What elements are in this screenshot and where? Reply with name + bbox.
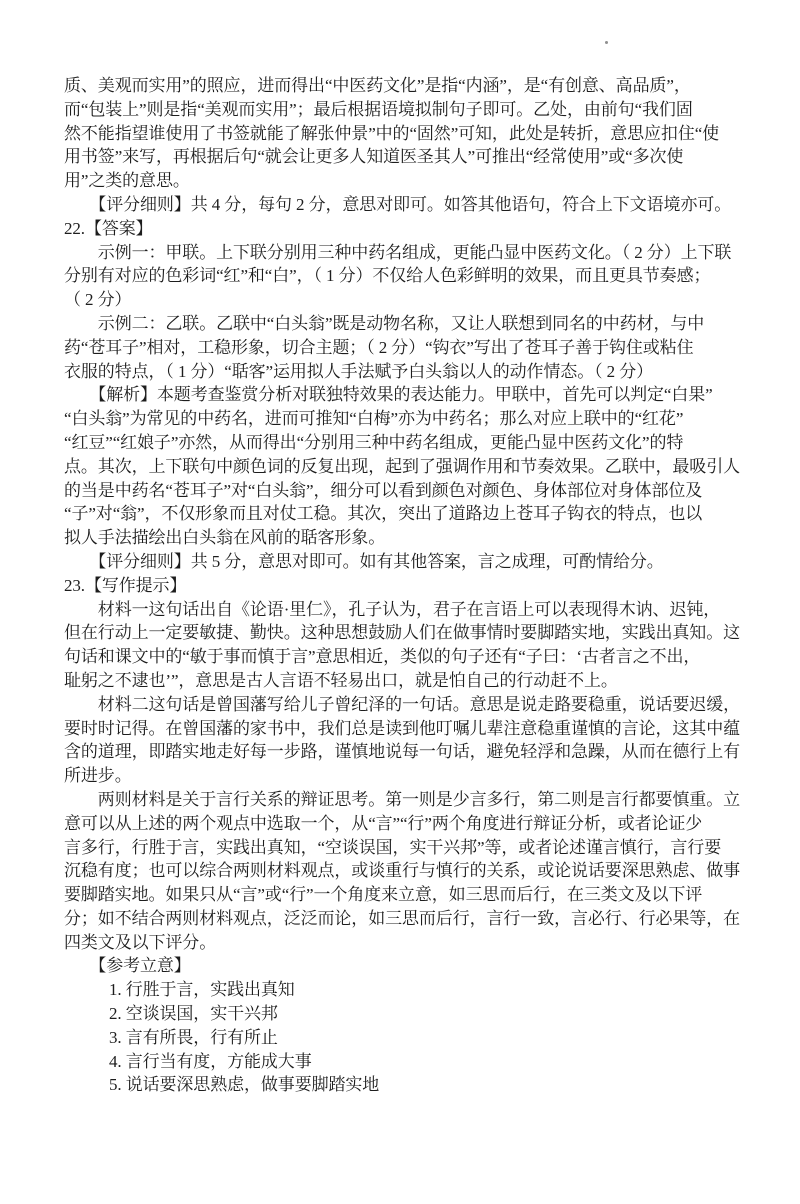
- question-22-explanation: 点。其次，上下联句中颜色词的反复出现，起到了强调作用和节奏效果。乙联中，最吸引人: [64, 456, 740, 476]
- question-21-analysis-continued: 质、美观而实用”的照应，进而得出“中医药文化”是指“内涵”，是“有创意、高品质”，: [64, 76, 691, 95]
- scan-speck-artifact: [605, 41, 608, 44]
- question-23-material-2: 含的道理，即踏实地走好每一步路，谨慎地说每一句话，避免轻浮和急躁，从而在德行上有: [64, 742, 740, 762]
- question-23-material-1: 句话和课文中的“敏于事而慎于言”意思相近，类似的句子还有“子曰：‘古者言之不出，: [64, 647, 701, 667]
- question-23-materials-synthesis: 四类文及以下评分。: [64, 932, 217, 952]
- document-text-body: [64, 74, 754, 1097]
- question-22-example-2: 药“苍耳子”相对，工稳形象，切合主题；（ 2 分）“钩衣”写出了苍耳子善于钩住或粘住: [64, 337, 694, 357]
- reference-theme-5: 5. 说话要深思熟虑，做事要脚踏实地: [109, 1075, 380, 1095]
- question-23-material-1: 材料一这句话出自《论语·里仁》，孔子认为，君子在言语上可以表现得木讷、迟钝，: [64, 599, 721, 619]
- question-22-explanation: “红豆”“红娘子”亦然，从而得出“分别用三种中药名组成，更能凸显中医药文化”的特: [64, 432, 684, 452]
- question-23-material-1: 耻躬之不逮也’”，意思是古人言语不轻易出口，就是怕自己的行动赶不上。: [64, 670, 618, 690]
- reference-theme-2: 2. 空谈误国，实干兴邦: [109, 1004, 278, 1024]
- question-23-materials-synthesis: 要脚踏实地。如果只从“言”或“行”一个角度来立意，如三思而后行，在三类文及以下评: [64, 885, 703, 905]
- question-23-materials-synthesis: 意可以从上述的两个观点中选取一个，从“言”“行”两个角度进行辩证分析，或者论证少: [64, 813, 703, 833]
- question-23-materials-synthesis: 分；如不结合两则材料观点，泛泛而论，如三思而后行，言行一致，言必行、行必果等，在: [64, 908, 740, 928]
- question-22-example-2: 示例二：乙联。乙联中“白头翁”既是动物名称，又让人联想到同名的中药材，与中: [64, 313, 705, 333]
- question-21-analysis-continued: 用书签”来写，再根据后句“就会让更多人知道医圣其人”可推出“经常使用”或“多次使: [64, 147, 684, 167]
- question-23-material-2: 要时时记得。在曾国藩的家书中，我们总是读到他叮嘱儿辈注意稳重谨慎的言论，这其中蕴: [64, 718, 740, 738]
- question-22-scoring-rule: 【评分细则】共 5 分，意思对即可。如有其他答案，言之成理，可酌情给分。: [64, 551, 664, 571]
- question-23-material-2: 材料二这句话是曾国藩写给儿子曾纪泽的一句话。意思是说走路要稳重，说话要迟缓，: [64, 694, 740, 714]
- reference-theme-1: 1. 行胜于言，实践出真知: [109, 980, 295, 1000]
- question-21-analysis-continued: 用”之类的意思。: [64, 171, 190, 191]
- question-22-example-1: （ 2 分）: [64, 290, 132, 310]
- question-21-analysis-continued: 然不能指望谁使用了书签就能了解张仲景”中的“固然”可知，此处是转折，意思应扣住“使: [64, 123, 720, 143]
- question-22-explanation: 的当是中药名“苍耳子”对“白头翁”，细分可以看到颜色对颜色、身体部位对身体部位及: [64, 480, 703, 500]
- question-23-writing-hint-heading: 23.【写作提示】: [64, 575, 187, 595]
- question-23-materials-synthesis: 沉稳有度；也可以综合两则材料观点，或谈重行与慎行的关系，或论说话要深思熟虑、做事: [64, 861, 740, 881]
- question-22-answer-heading: 22.【答案】: [64, 218, 153, 238]
- question-23-material-1: 但在行动上一定要敏捷、勤快。这种思想鼓励人们在做事情时要脚踏实地，实践出真知。这: [64, 623, 740, 643]
- question-22-explanation: 【解析】本题考查鉴赏分析对联独特效果的表达能力。甲联中，首先可以判定“白果”: [64, 385, 713, 405]
- reference-theme-3: 3. 言有所畏，行有所止: [109, 1027, 278, 1047]
- question-22-explanation: “白头翁”为常见的中药名，进而可推知“白梅”亦为中药名；那么对应上联中的“红花”: [64, 409, 684, 429]
- question-22-example-1: 分别有对应的色彩词“红”和“白”，（ 1 分）不仅给人色彩鲜明的效果，而且更具节奏感；: [64, 266, 711, 286]
- question-21-analysis-continued: 而“包装上”则是指“美观而实用”；最后根据语境拟制句子即可。乙处，由前句“我们固: [64, 99, 693, 119]
- question-22-example-2: 衣服的特点，（ 1 分）“聒客”运用拟人手法赋予白头翁以人的动作情态。（ 2 分）: [64, 361, 653, 381]
- question-23-materials-synthesis: 言多行，行胜于言，实践出真知，“空谈误国，实干兴邦”等，或者论述谨言慎行，言行要: [64, 837, 722, 857]
- question-23-materials-synthesis: 两则材料是关于言行关系的辩证思考。第一则是少言多行，第二则是言行都要慎重。立: [64, 789, 740, 809]
- question-22-explanation: “子”对“翁”，不仅形象而且对仗工稳。其次，突出了道路边上苍耳子钩衣的特点，也以: [64, 504, 703, 524]
- question-23-reference-themes-heading: 【参考立意】: [64, 956, 191, 976]
- reference-theme-4: 4. 言行当有度，方能成大事: [109, 1051, 312, 1071]
- question-23-material-2: 所进步。: [64, 766, 132, 786]
- question-22-explanation: 拟人手法描绘出白头翁在风前的聒客形象。: [64, 528, 386, 548]
- question-22-example-1: 示例一：甲联。上下联分别用三种中药名组成，更能凸显中医药文化。（ 2 分）上下联: [64, 242, 732, 262]
- question-21-scoring-rule: 【评分细则】共 4 分，每句 2 分，意思对即可。如答其他语句，符合上下文语境亦可。: [64, 194, 732, 214]
